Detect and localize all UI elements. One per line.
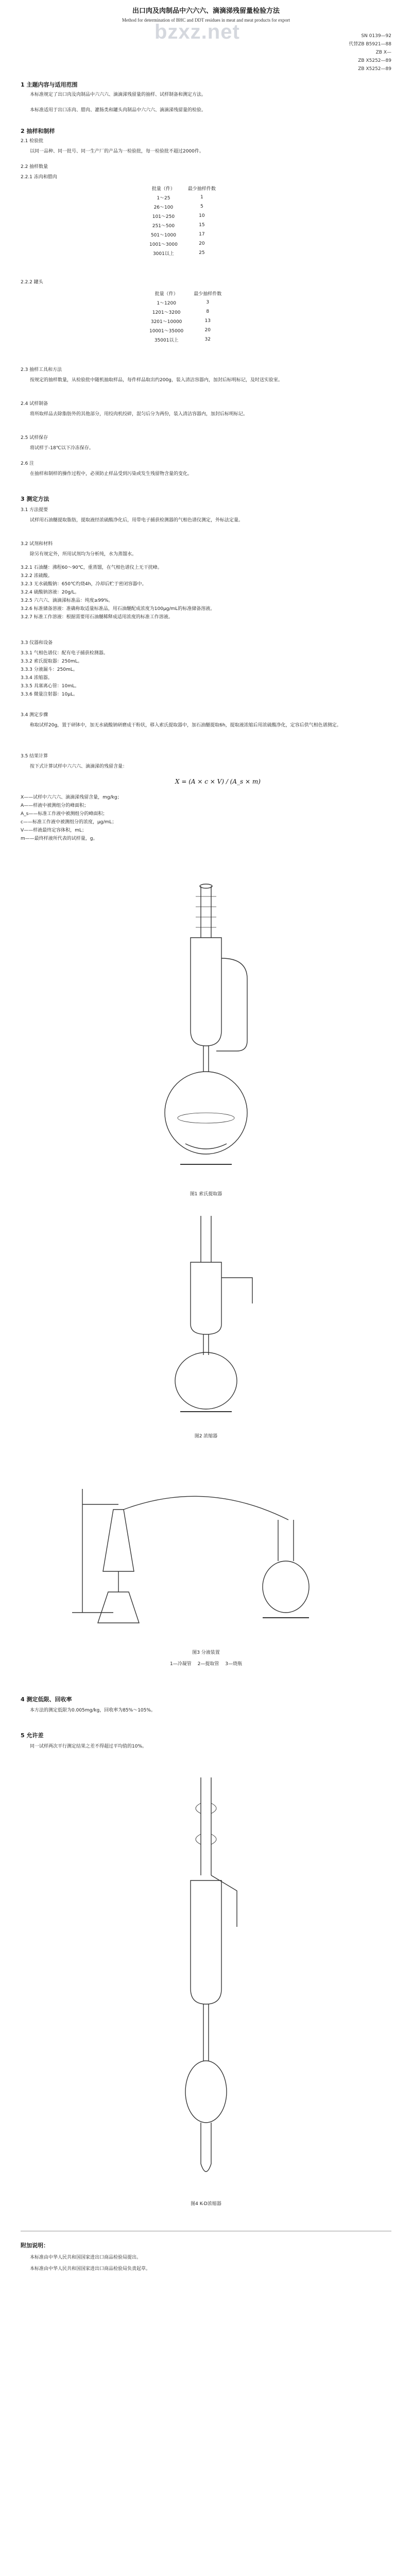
paragraph: 同一试样两次平行测定结果之差不得超过平均值的10%。 <box>30 1744 147 1749</box>
table-cell: 101～250 <box>152 214 175 219</box>
table-row <box>144 202 221 211</box>
table-cell: 20 <box>204 328 211 333</box>
table-row <box>144 298 227 307</box>
note-line: V——样液最终定容体积，mL； <box>21 828 87 833</box>
table-header: 最少抽样件数 <box>187 186 216 192</box>
list-item: 3.2.5 六六六、滴滴涕标准品：纯度≥99%。 <box>21 598 113 603</box>
list-item: 3.3.1 气相色谱仪：配有电子捕获检测器。 <box>21 651 108 656</box>
paragraph: 将试样于-18℃以下冷冻保存。 <box>30 446 94 451</box>
subsection-title: 3.5 结果计算 <box>21 754 48 759</box>
figure-caption: 图1 索氏提取器 <box>190 1192 222 1197</box>
std-line: ZB X5252—89 <box>358 66 391 72</box>
subsection-title: 3.2 试剂和材料 <box>21 541 53 547</box>
table-row <box>144 326 227 335</box>
formula-notes <box>21 793 391 843</box>
list-item: 3.2.7 标准工作溶液：根据需要用石油醚稀释成适用浓度的标准工作溶液。 <box>21 615 173 620</box>
subsection-title: 2.2.1 冻肉和腊肉 <box>21 175 57 180</box>
subsection-title: 2.6 注 <box>21 461 35 466</box>
subsection-title: 2.5 试样保存 <box>21 435 48 440</box>
table-row <box>144 316 227 326</box>
table-row <box>144 335 227 344</box>
table-cell: 8 <box>206 309 210 314</box>
subsection-title: 2.2 抽样数量 <box>21 164 48 170</box>
paragraph: 以同一品种、同一批号、同一生产厂的产品为一检验批，每一检验批不超过2000件。 <box>30 149 204 154</box>
legend-item: 3—烧瓶 <box>225 1662 242 1667</box>
table-cell: 1201～3200 <box>152 310 181 315</box>
figure-caption: 图3 分液装置 <box>192 1650 220 1655</box>
table-row <box>144 211 221 221</box>
figure-caption: 图4 K-D浓缩器 <box>191 2201 221 2207</box>
table-cell: 501～1000 <box>150 232 176 238</box>
table-header: 最少抽样件数 <box>194 291 222 297</box>
table-row <box>144 230 221 239</box>
concentrator-figure <box>129 1211 283 1427</box>
std-line: ZB X5252—89 <box>358 58 391 63</box>
table-cell: 10 <box>199 213 205 218</box>
list-item: 3.3.2 索氏提取器：250mL。 <box>21 659 82 664</box>
list-item: 3.2.2 浓硫酸。 <box>21 573 53 579</box>
list-item: 3.2.3 无水硫酸钠：650℃灼烧4h，冷却后贮于密闭容器中。 <box>21 582 147 587</box>
list-item: 3.2.4 硫酸钠溶液：20g/L。 <box>21 590 79 595</box>
subsection-title: 3.3 仪器和设备 <box>21 640 53 646</box>
paragraph: 本标准由中华人民共和国国家进出口商品检验局负责起草。 <box>30 2266 151 2272</box>
table-cell: 35001以上 <box>154 337 179 343</box>
sampling-table-meat <box>144 183 221 258</box>
paragraph: 本标准适用于出口冻肉、腊肉、灌肠类和罐头肉制品中六六六、滴滴涕残留量的检验。 <box>30 108 207 113</box>
list-item: 3.2.1 石油醚：沸程60～90℃，重蒸馏，在气相色谱仪上无干扰峰。 <box>21 565 162 570</box>
std-line: SN 0139—92 <box>361 33 391 39</box>
table-cell: 1001～3000 <box>149 242 178 247</box>
section-title: 2 抽样和制样 <box>21 128 55 134</box>
paragraph: 本方法的测定低限为0.005mg/kg，回收率为85%～105%。 <box>30 1708 156 1713</box>
table-cell: 3201～10000 <box>150 319 182 325</box>
legend-item: 1—冷凝管 <box>170 1662 192 1667</box>
table-cell: 20 <box>199 241 205 246</box>
note-line: m——最终样液所代表的试样量，g。 <box>21 836 98 841</box>
std-line: ZB X— <box>375 50 391 55</box>
paragraph: 按下式计算试样中六六六、滴滴涕的残留含量： <box>30 764 128 769</box>
paragraph: 试样用石油醚提取脂肪，提取液经浓硫酸净化后，用带电子捕获检测器的气相色谱仪测定，外标法定量。 <box>30 518 244 523</box>
table-cell: 13 <box>204 318 211 324</box>
paragraph: 本标准由中华人民共和国国家进出口商品检验局提出。 <box>30 2255 142 2260</box>
table-cell: 1 <box>200 195 203 200</box>
table-row <box>144 307 227 316</box>
figure-caption: 图2 浓缩器 <box>194 1434 218 1439</box>
table-row <box>144 248 221 258</box>
figure-legend <box>77 1660 335 1667</box>
subsection-title: 2.2.2 罐头 <box>21 280 43 285</box>
reagent-list <box>21 564 391 621</box>
paragraph: 将所取样品去除脂肪外的其他部分，用绞肉机绞碎，混匀后分为两份，装入清洁容器内，加封后标明标记。 <box>30 412 248 417</box>
watermark: bzxz.net <box>154 21 240 43</box>
table-row <box>144 221 221 230</box>
table-cell: 251～500 <box>152 223 175 229</box>
separatory-figure <box>52 1458 360 1643</box>
document-subtitle: Method for determination of BHC and DDT residues in meat and meat products for export <box>122 18 290 23</box>
table-cell: 26～100 <box>153 205 174 210</box>
paragraph: 在抽样和制样的操作过程中，必须防止样品受到污染或发生残留物含量的变化。 <box>30 471 193 477</box>
table-row <box>144 239 221 248</box>
section-title: 3 测定方法 <box>21 496 49 502</box>
document-title: 出口肉及肉制品中六六六、滴滴涕残留量检验方法 <box>132 7 280 15</box>
subsection-title: 3.1 方法提要 <box>21 507 48 513</box>
section-title: 1 主题内容与适用范围 <box>21 81 78 88</box>
table-cell: 10001～35000 <box>149 328 184 334</box>
table-cell: 1～25 <box>157 195 170 201</box>
list-item: 3.2.6 标准储备溶液：准确称取适量标准品，用石油醚配成浓度为100μg/mL的标准储备溶液。 <box>21 606 215 612</box>
note-line: c——标准工作液中被测组分的浓度，μg/mL； <box>21 820 117 825</box>
table-header: 批量（件） <box>151 186 175 192</box>
apparatus-list <box>21 649 391 699</box>
legend-item: 2—提取管 <box>197 1662 219 1667</box>
list-item: 3.3.6 微量注射器：10μL。 <box>21 692 78 697</box>
table-cell: 3001以上 <box>152 251 174 257</box>
table-cell: 17 <box>199 232 205 237</box>
subsection-title: 2.4 试样制备 <box>21 401 48 406</box>
table-cell: 3 <box>206 300 210 305</box>
note-line: X——试样中六六六、滴滴涕残留含量，mg/kg； <box>21 795 122 800</box>
soxhlet-figure <box>113 876 299 1185</box>
std-line: 代替ZB B5921—88 <box>349 42 391 47</box>
paragraph: 本标准规定了出口肉及肉制品中六六六、滴滴涕残留量的抽样、试样制备和测定方法。 <box>30 92 207 97</box>
table-cell: 32 <box>204 337 211 342</box>
subsection-title: 3.4 测定步骤 <box>21 713 48 718</box>
sampling-table-can <box>144 289 227 344</box>
standard-numbers <box>309 32 391 73</box>
table-cell: 1～1200 <box>157 300 176 306</box>
table-header: 批量（件） <box>154 291 178 297</box>
formula: X = (A × c × V) / (A_s × m) <box>175 778 261 785</box>
subsection-title: 2.3 抽样工具和方法 <box>21 367 62 372</box>
list-item: 3.3.5 具塞离心管：10mL。 <box>21 684 79 689</box>
kd-concentrator-figure <box>160 1772 252 2195</box>
note-line: A——样液中被测组分的峰面积； <box>21 803 89 808</box>
table-row <box>144 193 221 202</box>
note-line: A_s——标准工作液中被测组分的峰面积； <box>21 811 108 817</box>
table-cell: 15 <box>199 223 205 228</box>
table-cell: 25 <box>199 250 205 256</box>
paragraph: 按规定的抽样数量，从检验批中随机抽取样品，每件样品取出约200g，装入清洁容器内，加封后标明标记，及时送实验室。 <box>30 378 283 383</box>
table-cell: 5 <box>200 204 203 209</box>
subsection-title: 2.1 检验批 <box>21 139 44 144</box>
appendix-title: 附加说明： <box>21 2242 49 2249</box>
paragraph: 称取试样20g，置于研钵中，加无水硫酸钠研磨成干粉状，移入索氏提取器中，加石油醚提取6h，提取液浓缩后用浓硫酸净化，定容后供气相色谱测定。 <box>30 723 341 728</box>
section-title: 4 测定低限、回收率 <box>21 1696 72 1703</box>
list-item: 3.3.3 分液漏斗：250mL。 <box>21 667 78 672</box>
section-title: 5 允许差 <box>21 1732 44 1739</box>
paragraph: 除另有规定外，所用试剂均为分析纯，水为蒸馏水。 <box>30 552 137 557</box>
list-item: 3.3.4 浓缩器。 <box>21 675 53 681</box>
